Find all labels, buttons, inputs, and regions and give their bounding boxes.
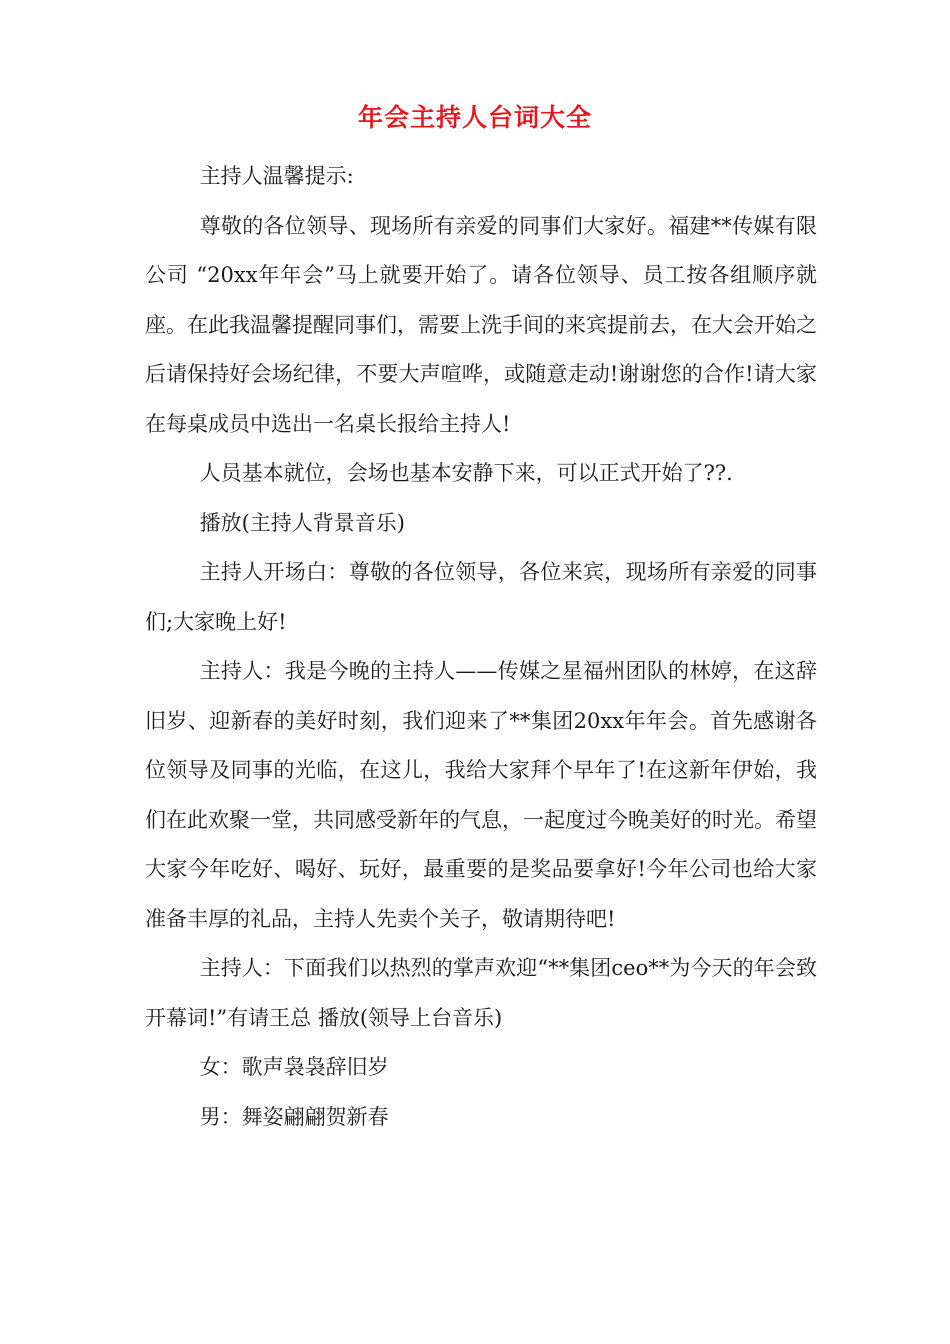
paragraph-ceo-speech: 主持人：下面我们以热烈的掌声欢迎“**集团ceo**为今天的年会致开幕词!”有请王总 播放(领导上台音乐)	[145, 956, 817, 1030]
document-body	[145, 152, 817, 1142]
paragraph-female-line: 女：歌声袅袅辞旧岁	[199, 1055, 389, 1079]
paragraph-host-intro: 主持人：我是今晚的主持人——传媒之星福州团队的林婷，在这辞旧岁、迎新春的美好时刻，我们迎来了**集团20xx年年会。首先感谢各位领导及同事的光临，在这儿，我给大家拜个早年了!在这新年伊始，我们在此欢聚一堂，共同感受新年的气息，一起度过今晚美好的时光。希望大家今年吃好、喝好、玩好，最重要的是奖品要拿好!今年公司也给大家准备丰厚的礼品，主持人先卖个关子，敬请期待吧!	[145, 659, 817, 931]
paragraph-ready: 人员基本就位，会场也基本安静下来，可以正式开始了??.	[199, 461, 733, 485]
paragraph-opening: 主持人开场白：尊敬的各位领导，各位来宾，现场所有亲爱的同事们;大家晚上好!	[145, 560, 817, 634]
paragraph-play-music: 播放(主持人背景音乐)	[199, 510, 405, 535]
document-title: 年会主持人台词大全	[357, 103, 592, 132]
paragraph-welcome-notice: 尊敬的各位领导、现场所有亲爱的同事们大家好。福建**传媒有限公司 “20xx年年会”马上就要开始了。请各位领导、员工按各组顺序就座。在此我温馨提醒同事们，需要上洗手间的来宾提前去，在大会开始之后请保持好会场纪律，不要大声喧哗，或随意走动!谢谢您的合作!请大家在每桌成员中选出一名桌长报给主持人!	[145, 213, 817, 436]
paragraph-host-reminder: 主持人温馨提示:	[199, 164, 354, 188]
paragraph-male-line: 男：舞姿翩翩贺新春	[199, 1104, 389, 1129]
